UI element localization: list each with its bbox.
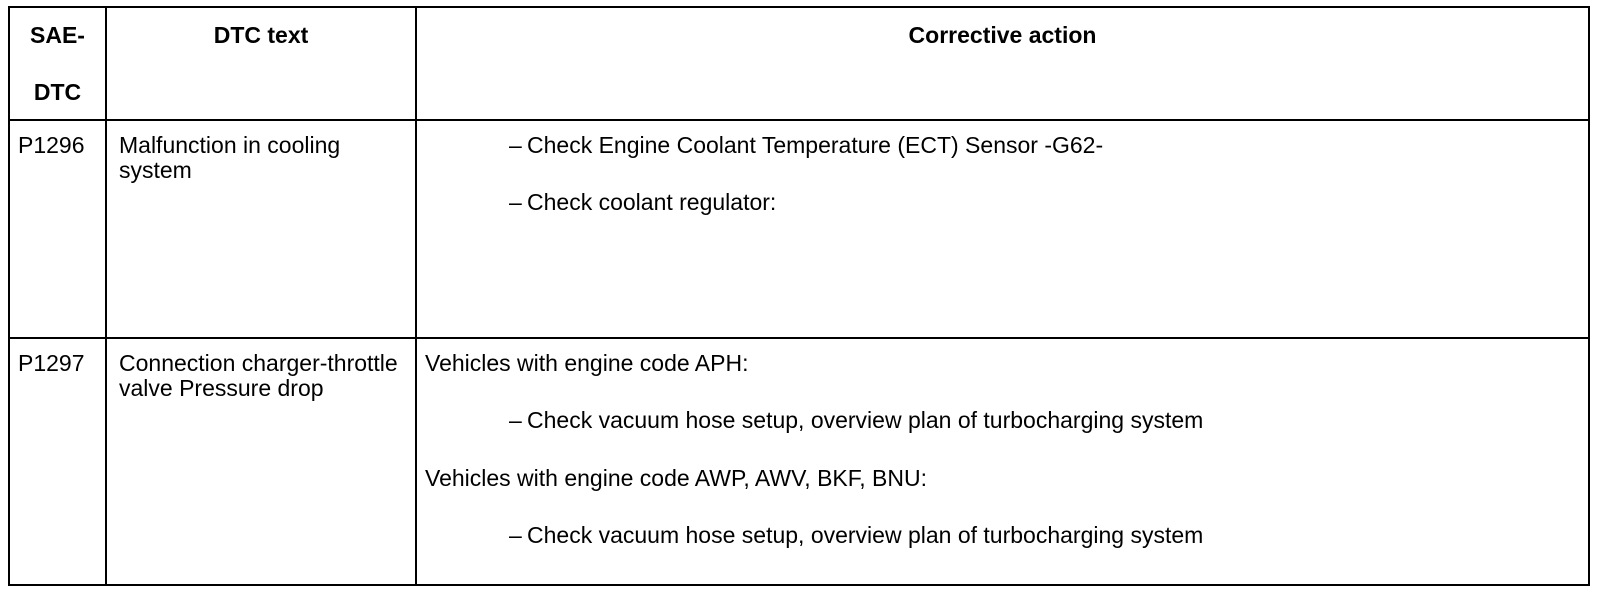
dtc-code-cell: P1297 — [10, 338, 106, 584]
action-condition: Vehicles with engine code AWP, AWV, BKF, BNU: — [425, 464, 928, 491]
action-item — [417, 190, 1588, 215]
dtc-text-cell: Connection charger-throttle valve Pressure drop — [106, 338, 416, 584]
dtc-code-cell: P1296 — [10, 120, 106, 338]
action-text: Check coolant regulator: — [527, 189, 777, 216]
dtc-text-cell: Malfunction in cooling system — [106, 120, 416, 338]
action-item — [417, 133, 1588, 158]
action-text: Check vacuum hose setup, overview plan of turbocharging system — [527, 521, 1204, 548]
dash-bullet-icon: – — [509, 132, 522, 158]
dtc-table-frame — [8, 6, 1590, 586]
action-item — [417, 523, 1588, 548]
dash-bullet-icon: – — [509, 189, 522, 216]
header-sae-dtc — [10, 8, 106, 120]
dash-bullet-icon: – — [509, 521, 522, 548]
table-row — [10, 338, 1588, 584]
action-text: Check Engine Coolant Temperature (ECT) Sensor -G62- — [527, 132, 1104, 158]
corrective-action-cell — [416, 338, 1588, 584]
dtc-table — [10, 8, 1588, 584]
action-item — [417, 408, 1588, 433]
table-header-row — [10, 8, 1588, 120]
corrective-action-cell — [416, 120, 1588, 338]
header-dtc-text: DTC text — [106, 8, 416, 120]
action-condition: Vehicles with engine code APH: — [425, 350, 749, 376]
table-row — [10, 120, 1588, 338]
dash-bullet-icon: – — [509, 407, 522, 434]
header-corrective-action: Corrective action — [416, 8, 1588, 120]
header-sae-line2: DTC — [33, 79, 82, 105]
header-sae-line1: SAE- — [30, 22, 85, 48]
action-text: Check vacuum hose setup, overview plan of turbocharging system — [527, 407, 1204, 434]
